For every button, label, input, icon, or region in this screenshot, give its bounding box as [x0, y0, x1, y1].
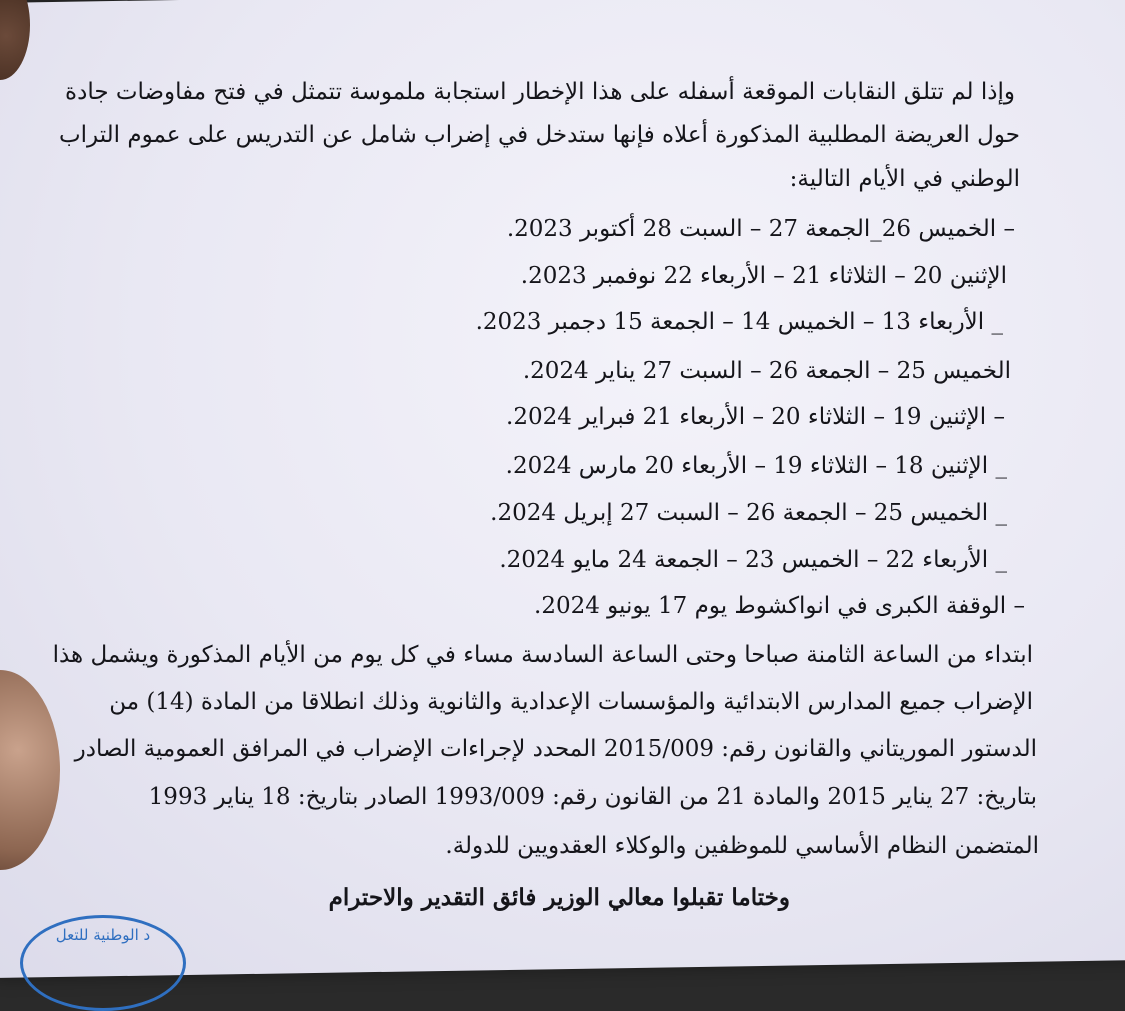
body-line: بتاريخ: 27 يناير 2015 والمادة 21 من القانون رقم: 1993/009 الصادر بتاريخ: 18 يناير 1993 — [148, 784, 1037, 810]
body-line: المتضمن النظام الأساسي للموظفين والوكلاء العقدويين للدولة. — [445, 833, 1039, 859]
stamp-text: د الوطنية للتعل — [55, 926, 151, 944]
date-item: _ الخميس 25 – الجمعة 26 – السبت 27 إبريل 2024. — [490, 500, 1007, 526]
intro-line: الوطني في الأيام التالية: — [789, 166, 1020, 192]
body-line: الإضراب جميع المدارس الابتدائية والمؤسسات الإعدادية والثانوية وذلك انطلاقا من المادة (14) من — [109, 689, 1033, 715]
date-item: – الوقفة الكبرى في انواكشوط يوم 17 يونيو 2024. — [534, 593, 1025, 619]
date-item: الخميس 25 – الجمعة 26 – السبت 27 يناير 2024. — [522, 358, 1011, 384]
date-item: _ الأربعاء 22 – الخميس 23 – الجمعة 24 مايو 2024. — [499, 547, 1007, 573]
intro-line: وإذا لم تتلق النقابات الموقعة أسفله على هذا الإخطار استجابة ملموسة تتمثل في فتح مفاوضات جادة — [65, 79, 1015, 105]
date-item: – الإثنين 19 – الثلاثاء 20 – الأربعاء 21 فبراير 2024. — [506, 404, 1005, 430]
date-item: الإثنين 20 – الثلاثاء 21 – الأربعاء 22 نوفمبر 2023. — [520, 263, 1007, 289]
body-line: ابتداء من الساعة الثامنة صباحا وحتى الساعة السادسة مساء في كل يوم من الأيام المذكورة ويشمل هذا — [52, 642, 1033, 668]
date-item: _ الإثنين 18 – الثلاثاء 19 – الأربعاء 20 مارس 2024. — [505, 453, 1007, 479]
date-item: – الخميس 26_الجمعة 27 – السبت 28 أكتوبر 2023. — [506, 216, 1015, 242]
date-item: _ الأربعاء 13 – الخميس 14 – الجمعة 15 دجمبر 2023. — [475, 309, 1003, 335]
official-stamp — [20, 915, 186, 1011]
intro-line: حول العريضة المطلبية المذكورة أعلاه فإنها ستدخل في إضراب شامل عن التدريس على عموم التراب — [58, 122, 1020, 148]
closing-line: وختاما تقبلوا معالي الوزير فائق التقدير والاحترام — [328, 884, 790, 911]
body-line: الدستور الموريتاني والقانون رقم: 2015/009 المحدد لإجراءات الإضراب في المرافق العمومية الصادر — [74, 736, 1037, 762]
